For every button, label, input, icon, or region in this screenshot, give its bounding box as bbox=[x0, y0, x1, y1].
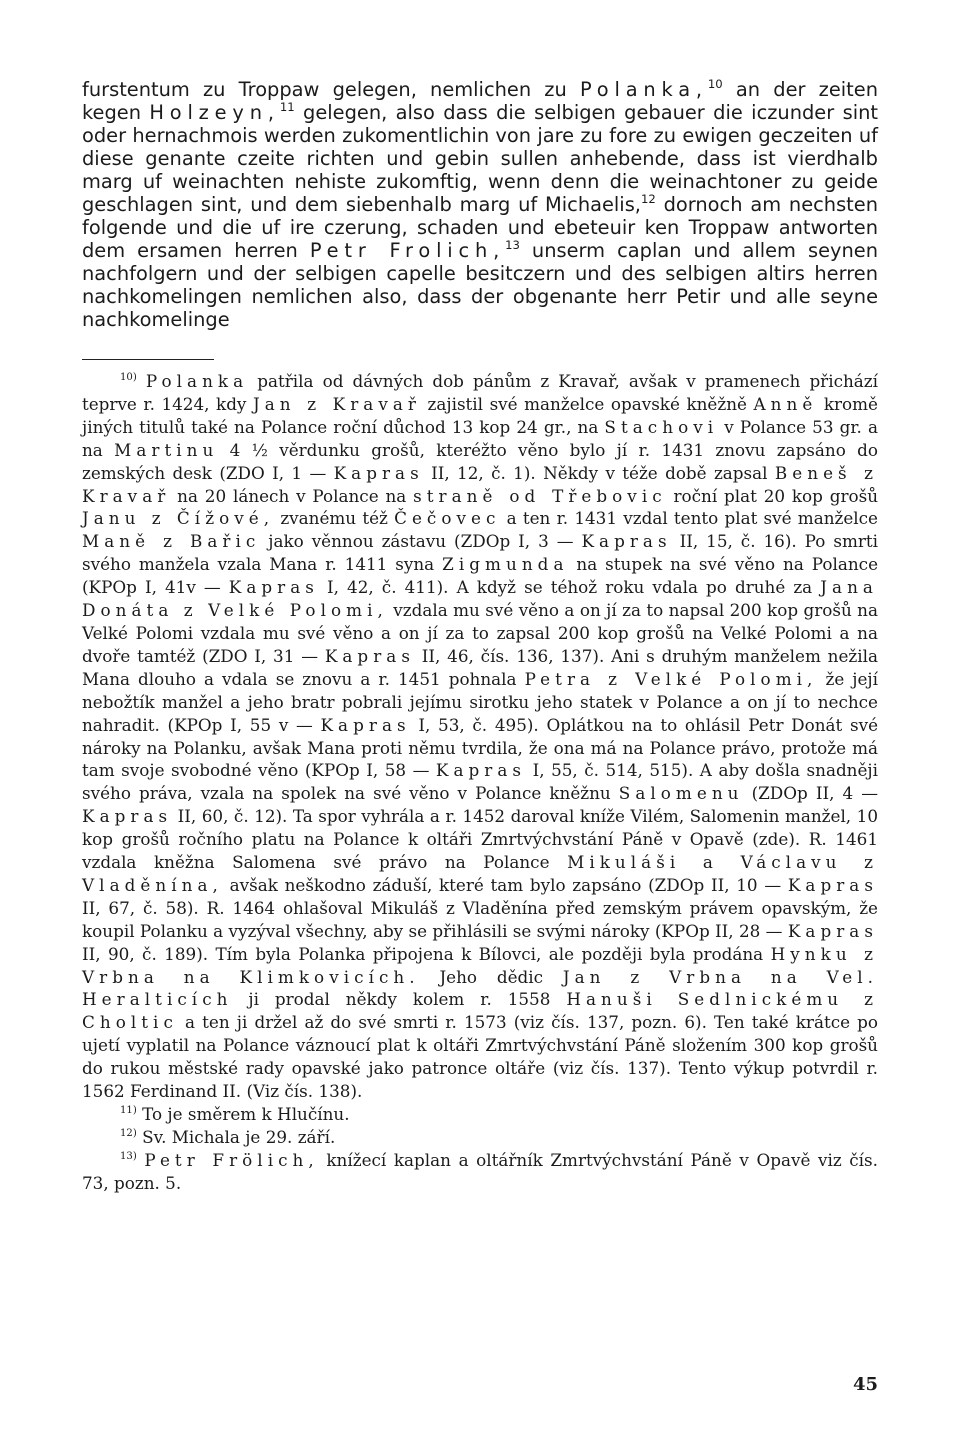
spaced-name: Janu z Čížové, bbox=[82, 508, 275, 529]
footnote-text: II, 90, č. 189). Tím byla Polanka připojena k Bílovci, ale později byla prodána bbox=[82, 943, 771, 964]
footnote-text: II, 12, č. 1). Někdy v téže době zapsal bbox=[423, 462, 775, 483]
footnote-text: jako věnnou zástavu (ZDOp I, 3 — bbox=[260, 531, 582, 552]
spaced-name: Kapras bbox=[581, 531, 672, 552]
footnote-12 bbox=[82, 1126, 878, 1149]
spaced-name: Beneš z Kravař bbox=[82, 462, 878, 506]
footnotes bbox=[82, 370, 878, 1195]
spaced-name: Salomenu bbox=[618, 783, 744, 804]
footnote-text: ji prodal někdy kolem r. 1558 bbox=[232, 989, 567, 1010]
footnote-text: v Polance 53 gr. a na bbox=[82, 416, 878, 460]
footnote-text: I, 53, č. 495). Oplátkou na to ohlásil Petr Donát své nároky na Polanku, avšak Mana proti němu tvrdila, že ona má na Polance právo, protože má tam svoje svobodné věno (KPOp I, 58 — bbox=[82, 714, 878, 781]
footnote-ref: 13 bbox=[505, 237, 520, 252]
spaced-place-name: Holzeyn, bbox=[149, 101, 280, 124]
footnote-marker: 13) bbox=[120, 1150, 137, 1162]
spaced-name: Kapras bbox=[333, 462, 424, 483]
spaced-name: Polanka bbox=[145, 371, 249, 391]
spaced-name: Mikuláši a Václavu z Vladěnína, bbox=[82, 852, 878, 895]
footnote-text: patřila od dávných dob pánům z Kravař, avšak v pramenech přichází teprve r. 1424, kdy bbox=[82, 371, 878, 414]
footnote-marker: 12) bbox=[120, 1127, 137, 1139]
footnote-text: II, 60, č. 12). Ta spor vyhrála a r. 1452 daroval kníže Vilém, Salomenin manžel, 10 kop grošů ročního platu na Polance k oltáři Zmrtvýchvstání Páně v Opavě (zde). R. 1461 vzdala kněžna Salomena své právo na Polance bbox=[82, 806, 878, 873]
page-number: 45 bbox=[852, 1374, 878, 1395]
footnote-ref: 10 bbox=[707, 76, 723, 91]
footnote-text: I, 42, č. 411). A když se téhož roku vdala po druhé za bbox=[318, 577, 821, 598]
footnote-text: avšak neškodno záduší, které tam bylo zapsáno (ZDOp II, 10 — bbox=[222, 874, 788, 895]
spaced-name: Jan z Kravař bbox=[252, 393, 421, 414]
spaced-name: Petr Frölich, bbox=[144, 1149, 319, 1170]
footnote-ref: 12 bbox=[640, 191, 656, 206]
spaced-place-name: Polanka, bbox=[579, 78, 708, 101]
footnote-text: a ten ji držel až do své smrti r. 1573 (viz čís. 137, pozn. 6). Ten také krátce po ujetí vyplatil na Polance váznoucí plat k oltáři Zmrtvýchvstání Páně složením 300 kop grošů do rukou městské rady opavské jako patronce oltáře (viz čís. 137). Tento výkup potvrdil r. 1562 Ferdinand II. (Viz čís. 138). bbox=[82, 1012, 878, 1102]
footnote-text: 4 ½ věrdunku grošů, kteréžto věno bylo jí r. 1431 znovu zapsáno do zemských desk (ZDO I, 1 — bbox=[82, 439, 878, 483]
spaced-name: Hanuši Sedlnickému z Choltic bbox=[82, 989, 878, 1033]
footnote-separator bbox=[82, 359, 214, 360]
main-text-part: an der zeiten kegen bbox=[82, 78, 878, 124]
footnote-text: To je směrem k Hlučínu. bbox=[136, 1104, 350, 1124]
footnote-text: a ten r. 1431 vzdal tento plat své manželce bbox=[500, 508, 878, 529]
footnote-text: knížecí kaplan a oltářník Zmrtvýchvstání Páně v Opavě viz čís. 73, pozn. 5. bbox=[82, 1149, 878, 1193]
spaced-name: Martinu bbox=[114, 439, 219, 460]
footnote-text: kromě jiných titulů také na Polance roční důchod 13 kop 24 gr., na bbox=[82, 393, 878, 437]
footnote-marker: 11) bbox=[120, 1104, 137, 1116]
footnote-text: na 20 lánech v Polance na bbox=[170, 485, 414, 506]
spaced-name: Anně bbox=[753, 393, 818, 414]
main-text-part: dornoch am nechsten folgende und die uf ire czerung, schaden und ebeteuir ken Troppaw antworten dem ersamen herren bbox=[82, 193, 879, 262]
spaced-name: Stachovi bbox=[604, 416, 719, 437]
footnote-text: roční plat 20 kop grošů bbox=[666, 485, 879, 506]
main-text-part: unserm caplan und allem seynen nachfolgern und der selbigen capelle besitczern und des selbigen altirs herren nachkomelingen nemlichen also, dass der obgenante herr Petir und alle seyne nachkomelinge bbox=[82, 239, 878, 331]
spaced-name: Maně z Bařic bbox=[82, 531, 261, 552]
footnote-13 bbox=[82, 1149, 878, 1195]
spaced-name: Čečovec bbox=[394, 508, 501, 529]
spaced-name: Kapras bbox=[787, 920, 878, 941]
footnote-text: že její nebožtík manžel a jeho bratr pobrali jejímu sirotku jeho statek v Polance a on jí to nechce nahradit. (KPOp I, 55 v — bbox=[82, 668, 878, 735]
spaced-name: Zigmunda bbox=[442, 554, 569, 575]
footnote-text: II, 67, č. 58). R. 1464 ohlašoval Mikuláš z Vladěnína před zemským právem opavským, že koupil Polanku a vyzýval všechny, aby se přihlásili se svými nároky (KPOp II, 28 — bbox=[82, 897, 878, 941]
spaced-name: Kapras bbox=[82, 806, 173, 827]
spaced-name: Jan z Vrbna na Vel. Heralticích bbox=[82, 966, 878, 1010]
footnote-text: Sv. Michala je 29. září. bbox=[136, 1126, 336, 1147]
spaced-name: Kapras bbox=[435, 760, 527, 781]
spaced-person-name: Petr Frolich, bbox=[309, 239, 506, 262]
footnote-text: Jeho dědic bbox=[419, 966, 563, 987]
footnote-text: II, 15, č. 16). Po smrti svého manžela vzala Mana r. 1411 syna bbox=[82, 531, 879, 575]
spaced-name: Kapras bbox=[787, 874, 878, 895]
footnote-text: vzdala mu své věno a on jí za to napsal 200 kop grošů na Velké Polomi vzdala mu své věno a on jí za to zapsal 200 kop grošů na Velké Polomi a na dvoře tamtéž (ZDO I, 31 — bbox=[82, 600, 878, 666]
footnote-text: II, 46, čís. 136, 137). Ani s druhým manželem nežila Mana dlouho a vdala se znovu a r. 1451 pohnala bbox=[82, 645, 878, 689]
footnote-text: na stupek na své věno na Polance (KPOp I, 41v — bbox=[82, 554, 879, 598]
spaced-name: Kapras bbox=[324, 645, 415, 666]
footnote-10 bbox=[82, 370, 878, 1103]
footnote-text: zajistil své manželce opavské kněžně bbox=[420, 393, 754, 414]
footnote-ref: 11 bbox=[279, 99, 295, 114]
spaced-name: Petra z Velké Polomi, bbox=[524, 668, 818, 689]
spaced-name: Kapras bbox=[228, 577, 319, 598]
footnote-text: I, 55, č. 514, 515). A aby došla snadněji svého práva, vzala na spolek na své věno v Polance kněžnu bbox=[82, 760, 878, 804]
footnote-text: zvanému též bbox=[274, 508, 395, 529]
main-text bbox=[82, 78, 878, 331]
footnote-text: (ZDOp II, 4 — bbox=[743, 783, 878, 804]
main-text-part: furstentum zu Troppaw gelegen, nemlichen zu bbox=[82, 78, 580, 101]
spaced-name: straně od Třebovic bbox=[413, 485, 667, 506]
main-text-part: gelegen, also dass die selbigen gebauer die iczunder sint oder hernachmois werden zukomentlichin von jare zu fore zu ewigen geczeiten uf diese genante czeite richten und gebin sullen anhebende, dass ist vierdhalb marg uf weinachten nehiste zukomftig, wenn denn die weinachtoner zu geide geschlagen sint, und dem siebenhalb marg uf Michaelis, bbox=[82, 101, 878, 216]
spaced-name: Kapras bbox=[320, 714, 411, 735]
spaced-name: Jana Donáta z Velké Polomi, bbox=[82, 577, 878, 621]
footnote-marker: 10) bbox=[120, 371, 137, 383]
spaced-name: Hynku z Vrbna na Klimkovicích. bbox=[82, 943, 879, 987]
footnote-11 bbox=[82, 1103, 878, 1126]
